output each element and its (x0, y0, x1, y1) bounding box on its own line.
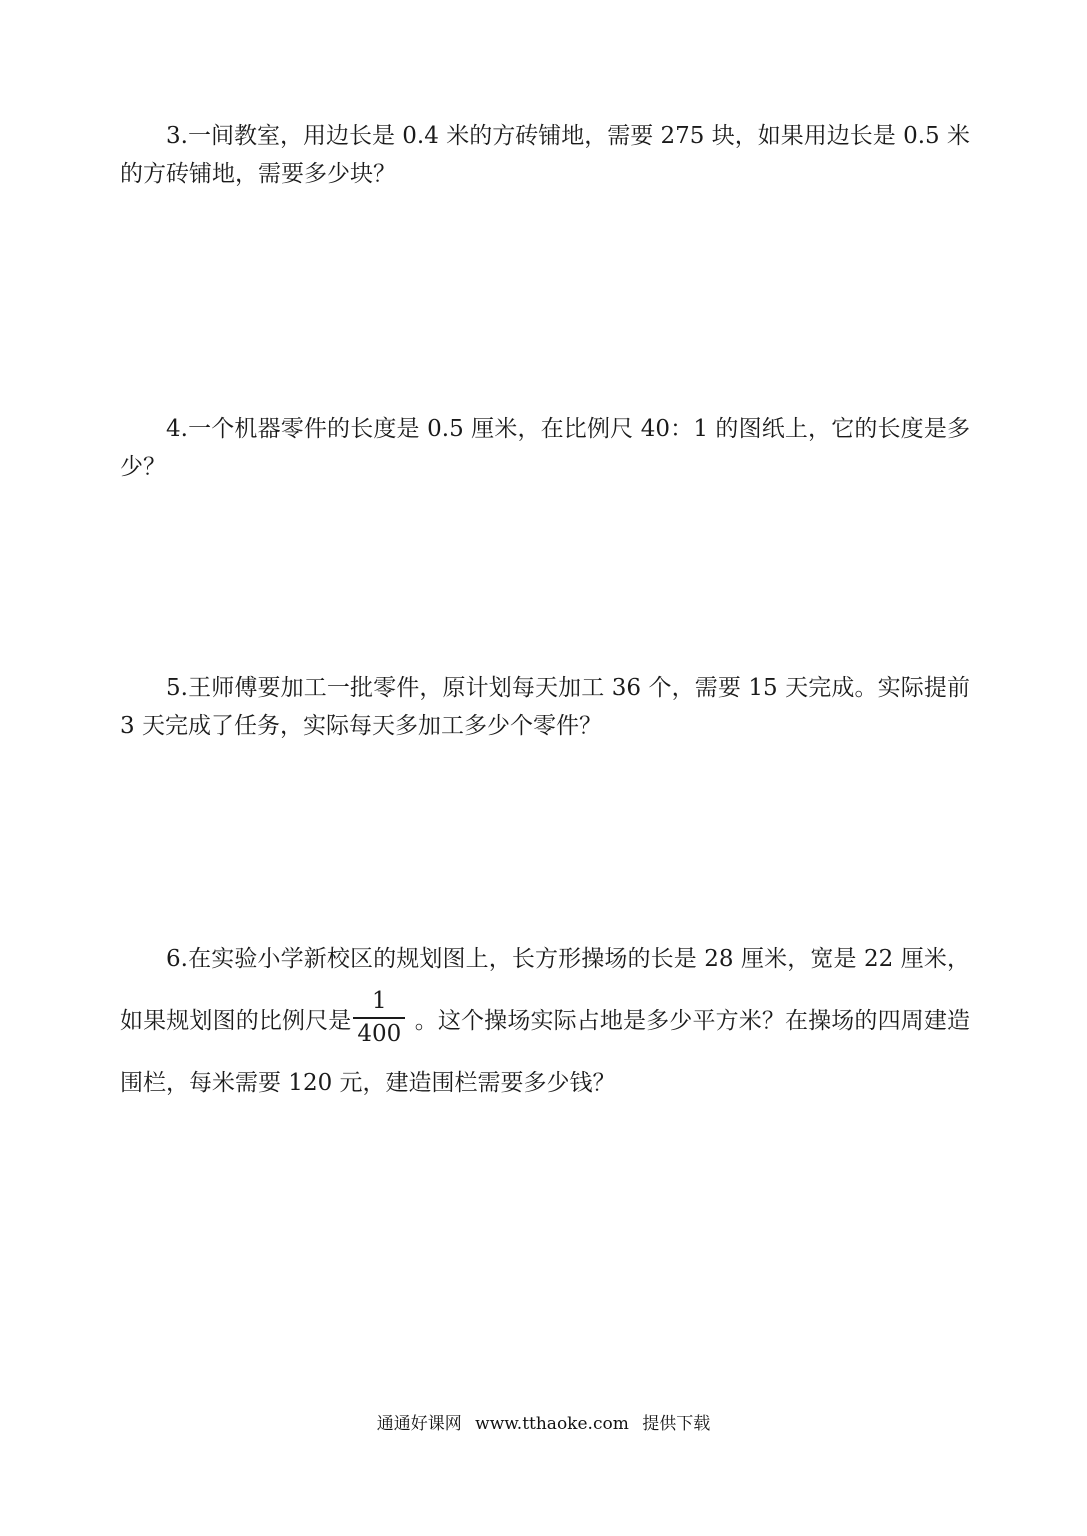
problem-6-text-before: 6.在实验小学新校区的规划图上，长方形操场的长是 28 厘米，宽是 22 厘米，如果规划图的比例尺是 (120, 946, 970, 1034)
fraction-numerator: 1 (353, 990, 405, 1019)
problem-6 (120, 928, 970, 1114)
scale-fraction (353, 990, 405, 1046)
problem-4: 4.一个机器零件的长度是 0.5 厘米，在比例尺 40：1 的图纸上，它的长度是多少？ (120, 416, 970, 480)
footer-site-name: 通通好课网 (376, 1414, 462, 1434)
footer-note: 提供下载 (642, 1414, 711, 1434)
footer-url[interactable]: www.tthaoke.com (475, 1414, 629, 1434)
problem-5: 5.王师傅要加工一批零件，原计划每天加工 36 个，需要 15 天完成。实际提前 3 天完成了任务，实际每天多加工多少个零件？ (120, 675, 970, 739)
footer (0, 1409, 1087, 1434)
problem-6-text-after: 。这个操场实际占地是多少平方米？在操场的四周建造围栏，每米需要 120 元，建造围栏需要多少钱？ (120, 1008, 970, 1096)
problem-3: 3.一间教室，用边长是 0.4 米的方砖铺地，需要 275 块，如果用边长是 0.5 米的方砖铺地，需要多少块？ (120, 123, 970, 187)
fraction-denominator: 400 (357, 1021, 402, 1047)
